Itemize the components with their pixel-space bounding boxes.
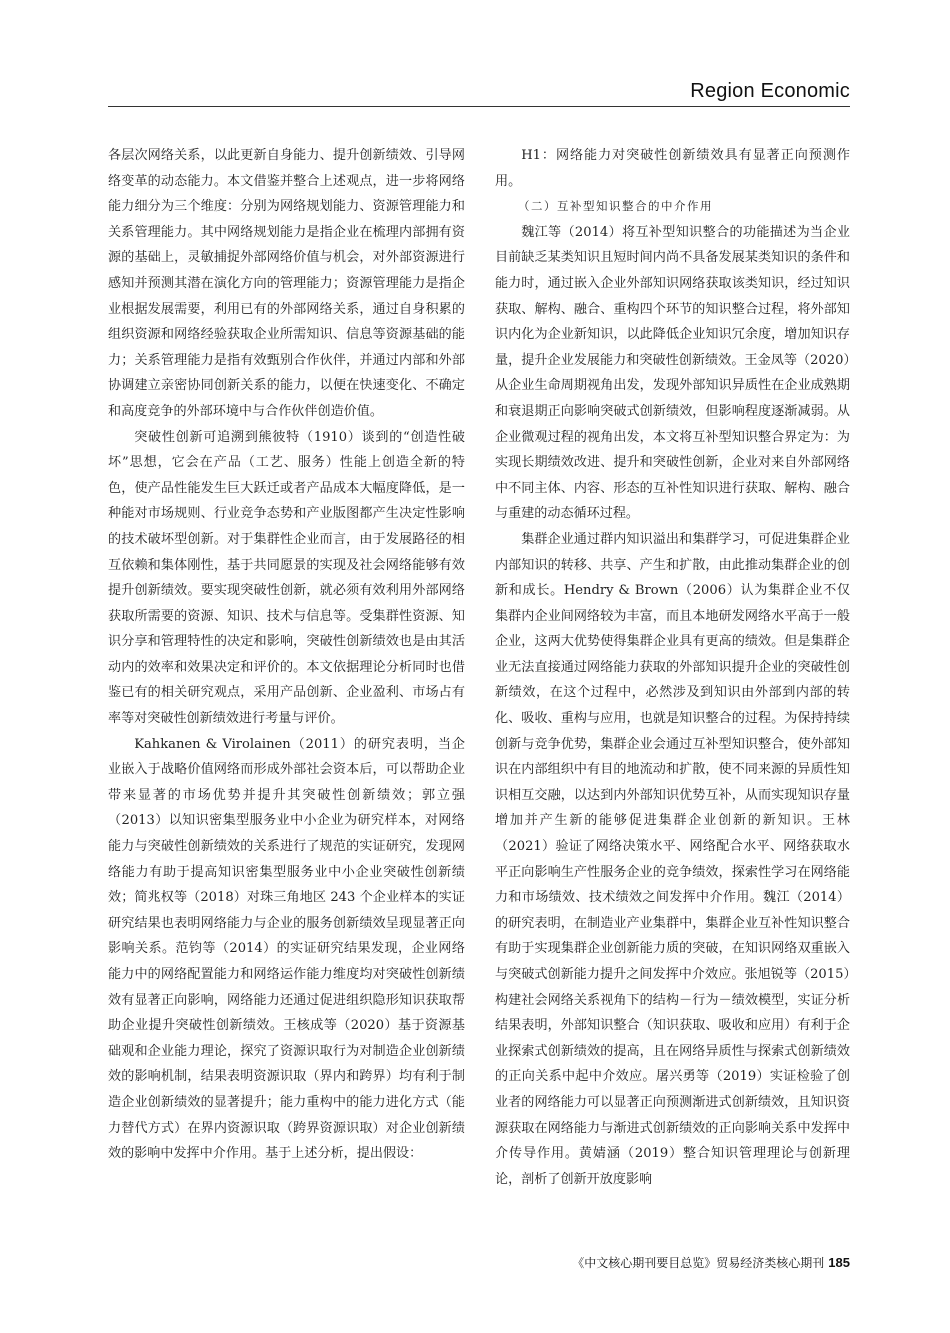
running-header-title: Region Economic [690,80,850,102]
page-number: 185 [828,1255,850,1270]
journal-label: 《中文核心期刊要目总览》贸易经济类核心期刊 [572,1256,825,1270]
page-footer [572,1254,850,1271]
paragraph: Kahkanen & Virolainen（2011）的研究表明，当企业嵌入于战略价值网络而形成外部社会资本后，可以帮助企业带来显著的市场优势并提升其突破性创新绩效；郭立强（2013）以知识密集型服务业中小企业为研究样本，对网络能力与突破性创新绩效的关系进行了规范的实证研究，发现网络能力有助于提高知识密集型服务业中小企业突破性创新绩效；简兆权等（2018）对珠三角地区 243 个企业样本的实证研究结果也表明网络能力与企业的服务创新绩效呈现显著正向影响关系。范钧等（2014）的实证研究结果发现，企业网络能力中的网络配置能力和网络运作能力维度均对突破性创新绩效有显著正向影响，网络能力还通过促进组织隐形知识获取帮助企业提升突破性创新绩效。王核成等（2020）基于资源基础观和企业能力理论，探究了资源识取行为对制造企业创新绩效的影响机制，结果表明资源识取（界内和跨界）均有利于制造企业创新绩效的显著提升；能力重构中的能力进化方式（能力替代方式）在界内资源识取（跨界资源识取）对企业创新绩效的影响中发挥中介作用。基于上述分析，提出假设： [108,736,465,1162]
paragraph: 魏江等（2014）将互补型知识整合的功能描述为当企业目前缺乏某类知识且短时间内尚不具备发展某类知识的条件和能力时，通过嵌入企业外部知识网络获取该类知识，经过知识获取、解构、融合、重构四个环节的知识整合过程，将外部知识内化为企业新知识，以此降低企业知识冗余度，增加知识存量，提升企业发展能力和突破性创新绩效。王金凤等（2020）从企业生命周期视角出发，发现外部知识异质性在企业成熟期和衰退期正向影响突破式创新绩效，但影响程度逐渐减弱。从企业微观过程的视角出发，本文将互补型知识整合界定为：为实现长期绩效改进、提升和突破性创新，企业对来自外部网络中不同主体、内容、形态的互补性知识进行获取、解构、融合与重建的动态循环过程。 [495,224,850,522]
left-column [108,143,465,1167]
hypothesis-h1: H1：网络能力对突破性创新绩效具有显著正向预测作用。 [495,148,850,189]
paragraph: 突破性创新可追溯到熊彼特（1910）谈到的“创造性破坏”思想，它会在产品（工艺、服务）性能上创造全新的特色，使产品性能发生巨大跃迁或者产品成本大幅度降低，是一种能对市场规则、行业竞争态势和产业版图都产生决定性影响的技术破坏型创新。对于集群性企业而言，由于发展路径的相互依赖和集体刚性，基于共同愿景的实现及社会网络能够有效提升创新绩效。要实现突破性创新，就必须有效利用外部网络获取所需要的资源、知识、技术与信息等。受集群性资源、知识分享和管理特性的决定和影响，突破性创新绩效也是由其活动内的效率和效果决定和评价的。本文依据理论分析同时也借鉴已有的相关研究观点，采用产品创新、企业盈利、市场占有率等对突破性创新绩效进行考量与评价。 [108,429,465,727]
header-divider [108,106,850,107]
right-column [495,143,850,1192]
section-subheading: （二）互补型知识整合的中介作用 [518,199,713,214]
paragraph: 各层次网络关系，以此更新自身能力、提升创新绩效、引导网络变革的动态能力。本文借鉴并整合上述观点，进一步将网络能力细分为三个维度：分别为网络规划能力、资源管理能力和关系管理能力。其中网络规划能力是指企业在梳理内部拥有资源的基础上，灵敏捕捉外部网络价值与机会，对外部资源进行感知并预测其潜在演化方向的管理能力；资源管理能力是指企业根据发展需要，利用已有的外部网络关系，通过自身积累的组织资源和网络经验获取企业所需知识、信息等资源基础的能力；关系管理能力是指有效甄别合作伙伴，并通过内部和外部协调建立亲密协同创新关系的能力，以便在快速变化、不确定和高度竞争的外部环境中与合作伙伴创造价值。 [108,148,465,419]
paragraph: 集群企业通过群内知识溢出和集群学习，可促进集群企业内部知识的转移、共享、产生和扩散，由此推动集群企业的创新和成长。Hendry & Brown（2006）认为集群企业不仅集群内企业间网络较为丰富，而且本地研发网络水平高于一般企业，这两大优势使得集群企业具有更高的绩效。但是集群企业无法直接通过网络能力获取的外部知识提升企业的突破性创新绩效，在这个过程中，必然涉及到知识由外部到内部的转化、吸收、重构与应用，也就是知识整合的过程。为保持持续创新与竞争优势，集群企业会通过互补型知识整合，使外部知识在内部组织中有目的地流动和扩散，使不同来源的异质性知识相互交融，以达到内外部知识优势互补，从而实现知识存量增加并产生新的能够促进集群企业创新的新知识。王林（2021）验证了网络决策水平、网络配合水平、网络获取水平正向影响生产性服务企业的竞争绩效，探索性学习在网络能力和市场绩效、技术绩效之间发挥中介作用。魏江（2014）的研究表明，在制造业产业集群中，集群企业互补性知识整合有助于实现集群企业创新能力质的突破，在知识网络双重嵌入与突破式创新能力提升之间发挥中介效应。张旭锐等（2015）构建社会网络关系视角下的结构－行为－绩效模型，实证分析结果表明，外部知识整合（知识获取、吸收和应用）有利于企业探索式创新绩效的提高，且在网络异质性与探索式创新绩效的正向关系中起中介效应。屠兴勇等（2019）实证检验了创业者的网络能力可以显著正向预测渐进式创新绩效，且知识资源获取在网络能力与渐进式创新绩效的正向影响关系中发挥中介传导作用。黄婧涵（2019）整合知识管理理论与创新理论，剖析了创新开放度影响 [495,531,850,1187]
